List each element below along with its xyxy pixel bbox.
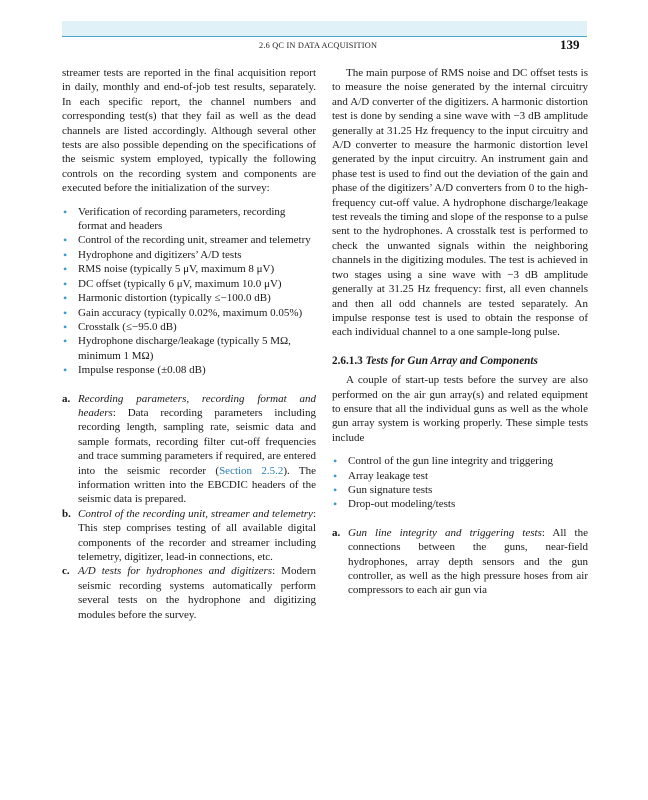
bullet-icon: • — [333, 497, 338, 512]
intro-paragraph: streamer tests are reported in the final acquisition report in daily, monthly and end-of-job test results, separately. In each specific report, the channel numbers and corresponding test(s) that they fail as well as the dead channels are listed accordingly. Although several other tests are also possible depending on the specifications of the seismic system employed, typically the following controls on the recording system and components are executed before the initialization of the survey: — [62, 67, 316, 195]
item-marker: b. — [62, 507, 71, 520]
bullet-icon: • — [63, 305, 68, 320]
bullet-icon: • — [63, 363, 68, 378]
list-item: • Hydrophone and digitizers’ A/D tests — [63, 247, 242, 262]
list-item: a. Gun line integrity and triggering tests: All the connections between the guns, near-field hydrophones, array depth sensors and the gun controller, as well as the high pressure hoses from air compressors to each air gun via — [332, 526, 588, 597]
list-item: • Impulse response (±0.08 dB) — [63, 363, 206, 378]
list-item: a. Recording parameters, recording format and headers: Data recording parameters including recording length, sampling rate, seismic data and sample formats, recording filter cut-off frequencies and trace summing parameters if required, are entered into the seismic recorder (Section 2.5.2). The information written into the EBCDIC headers of the seismic data is prepared. — [62, 392, 316, 506]
bullet-icon: • — [63, 233, 68, 248]
paragraph: The main purpose of RMS noise and DC offset tests is to measure the noise generated by the internal circuitry and A/D converter of the digitizers. A harmonic distortion test is done by sending a sine wave with −3 dB amplitude generally at 31.25 Hz frequency to the input circuitry and A/D converter to measure the harmonic distortion level generated by the input circuitry. An instrument gain and phase test is used to find out the deviation of the gain and phase of the digitizers’ A/D converters from 0 to the high-frequency cut-off value. A hydrophone discharge/leakage test reveals the timing and slope of the response to a pulse sent to the hydrophones. A crosstalk test is performed to check the unwanted signals within the neighboring channels in the digitizing modules. The test is achieved in two stages using a sine wave with −3 dB amplitude generally at 31.25 Hz frequency: first, all even channels and then all odd channels are tested separately. An impulse response test is used to obtain the response of each individual channel to a one sample-long pulse. — [332, 67, 588, 339]
bullet-icon: • — [63, 334, 68, 349]
page-number: 139 — [560, 37, 580, 52]
list-item: • Verification of recording parameters, recording format and headers — [63, 204, 286, 233]
bullet-icon: • — [63, 262, 68, 277]
list-item: • Hydrophone discharge/leakage (typically 5 MΩ, minimum 1 MΩ) — [63, 334, 291, 362]
item-term: Gun line integrity and triggering tests — [348, 526, 542, 539]
bullet-icon: • — [333, 454, 338, 469]
recording-step-list — [62, 392, 316, 623]
paragraph: A couple of start-up tests before the survey are also performed on the air gun array(s) and related equipment to ensure that all the individual guns as well as the whole gun array system is working properly. These simple tests include — [332, 374, 588, 444]
header-rule — [62, 36, 587, 37]
item-term: Control of the recording unit, streamer and telemetry — [78, 507, 313, 520]
bullet-icon: • — [63, 319, 68, 334]
list-item: b. Control of the recording unit, streamer and telemetry: This step comprises testing of all available digital components of the recorder and streamer including telemetry, digitizer, lead-in connections, etc. — [62, 507, 316, 563]
list-item: • Control of the recording unit, streamer and telemetry — [63, 233, 311, 248]
list-item: • Crosstalk (≤−95.0 dB) — [63, 319, 177, 334]
section-title: Tests for Gun Array and Components — [365, 354, 538, 367]
list-item: c. A/D tests for hydrophones and digitizers: Modern seismic recording systems automatically perform several tests on the hydrophone and digitizing modules before the survey. — [62, 565, 316, 621]
list-item: • Gun signature tests — [333, 482, 433, 497]
left-column — [62, 66, 316, 622]
list-item: • Drop-out modeling/tests — [333, 497, 456, 512]
item-marker: c. — [62, 565, 70, 578]
item-marker: a. — [332, 526, 341, 539]
gun-test-list — [332, 454, 588, 512]
list-item: • DC offset (typically 6 μV, maximum 10.0 μV) — [63, 276, 282, 291]
gun-step-list — [332, 526, 588, 598]
header-band — [62, 21, 587, 36]
bullet-icon: • — [333, 468, 338, 483]
bullet-icon: • — [63, 247, 68, 262]
list-item: • RMS noise (typically 5 μV, maximum 8 μV) — [63, 262, 275, 277]
list-item: • Control of the gun line integrity and triggering — [333, 454, 553, 469]
item-marker: a. — [62, 392, 71, 405]
section-heading — [332, 354, 588, 368]
bullet-icon: • — [333, 482, 338, 497]
item-term: Recording parameters, recording format and headers — [78, 392, 316, 419]
recording-test-list — [62, 205, 316, 378]
bullet-icon: • — [63, 276, 68, 291]
item-term: A/D tests for hydrophones and digitizers — [78, 565, 273, 578]
running-head: 2.6 QC IN DATA ACQUISITION — [259, 41, 378, 50]
section-link[interactable]: Section 2.5.2 — [219, 464, 284, 477]
bullet-icon: • — [63, 291, 68, 306]
list-item: • Gain accuracy (typically 0.02%, maximum 0.05%) — [63, 305, 303, 320]
right-column — [332, 66, 588, 598]
section-number: 2.6.1.3 — [332, 354, 363, 367]
list-item: • Harmonic distortion (typically ≤−100.0 dB) — [63, 291, 271, 306]
bullet-icon: • — [63, 204, 68, 219]
list-item: • Array leakage test — [333, 468, 429, 483]
